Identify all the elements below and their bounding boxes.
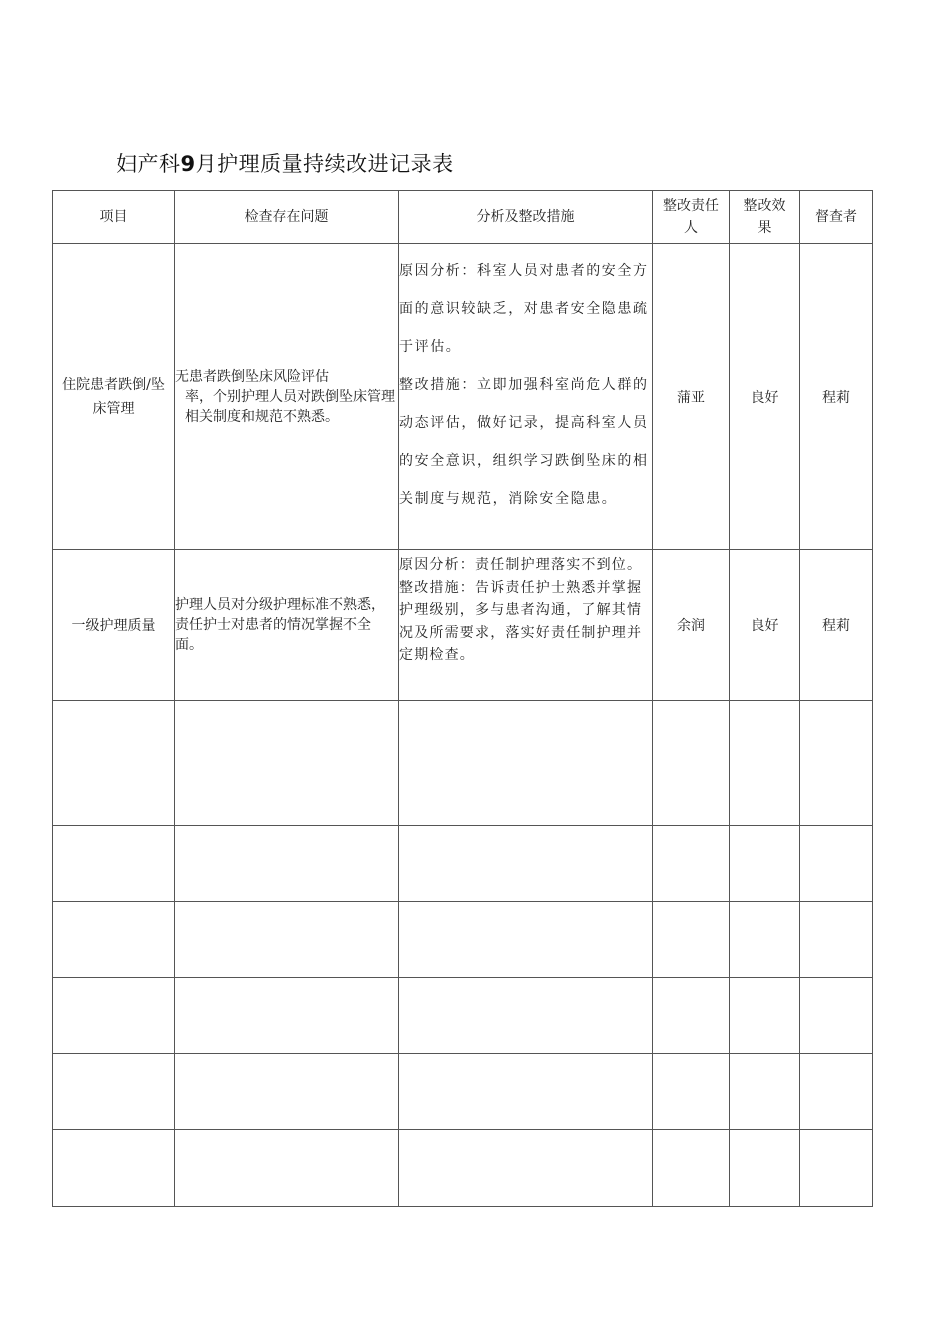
empty-cell[interactable] — [800, 1130, 873, 1207]
title-month-number: 9 — [180, 152, 196, 176]
header-owner-line1: 整改责任 — [663, 198, 719, 214]
header-item: 项目 — [53, 191, 175, 244]
cell-analysis — [399, 244, 653, 550]
empty-cell[interactable] — [653, 1054, 730, 1130]
cell-supervisor: 程莉 — [800, 550, 873, 701]
empty-cell[interactable] — [730, 701, 800, 826]
header-row — [53, 191, 873, 244]
empty-cell[interactable] — [53, 902, 175, 978]
issue-first-line: 无患者跌倒坠床风险评估 — [175, 368, 329, 385]
empty-cell[interactable] — [800, 826, 873, 902]
empty-cell[interactable] — [175, 978, 399, 1054]
issue-continued: 率，个别护理人员对跌倒坠床管理相关制度和规范不熟悉。 — [185, 388, 395, 425]
empty-row — [53, 826, 873, 902]
table-row — [53, 550, 873, 701]
cause-analysis: 原因分析：科室人员对患者的安全方面的意识较缺乏，对患者安全隐患疏于评估。 — [399, 263, 649, 355]
cause-analysis: 原因分析：责任制护理落实不到位。 — [399, 557, 643, 573]
empty-cell[interactable] — [730, 902, 800, 978]
cell-supervisor: 程莉 — [800, 244, 873, 550]
header-effect-line2: 果 — [757, 220, 772, 236]
cell-owner: 余润 — [653, 550, 730, 701]
empty-row — [53, 1054, 873, 1130]
empty-cell[interactable] — [800, 902, 873, 978]
empty-cell[interactable] — [730, 1054, 800, 1130]
empty-row — [53, 902, 873, 978]
empty-cell[interactable] — [175, 902, 399, 978]
empty-cell[interactable] — [399, 978, 653, 1054]
empty-cell[interactable] — [399, 826, 653, 902]
empty-cell[interactable] — [653, 826, 730, 902]
header-issue: 检查存在问题 — [175, 191, 399, 244]
improvement-record-table — [52, 190, 873, 1207]
page-title — [116, 148, 454, 178]
table-row — [53, 244, 873, 550]
cell-analysis — [399, 550, 653, 701]
empty-cell[interactable] — [800, 701, 873, 826]
empty-row — [53, 1130, 873, 1207]
cell-effect: 良好 — [730, 550, 800, 701]
header-supervisor: 督查者 — [800, 191, 873, 244]
empty-cell[interactable] — [730, 978, 800, 1054]
corrective-measures: 整改措施：告诉责任护士熟悉并掌握护理级别，多与患者沟通，了解其情况及所需要求，落实好责任制护理并定期检查。 — [399, 579, 643, 663]
header-analysis: 分析及整改措施 — [399, 191, 653, 244]
empty-cell[interactable] — [653, 978, 730, 1054]
empty-row — [53, 701, 873, 826]
cell-issue: 护理人员对分级护理标准不熟悉，责任护士对患者的情况掌握不全面。 — [175, 550, 399, 701]
empty-cell[interactable] — [399, 902, 653, 978]
cell-item: 住院患者跌倒/坠床管理 — [53, 244, 175, 550]
empty-cell[interactable] — [653, 1130, 730, 1207]
empty-cell[interactable] — [175, 1130, 399, 1207]
cell-item: 一级护理质量 — [53, 550, 175, 701]
cell-owner: 蒲亚 — [653, 244, 730, 550]
empty-cell[interactable] — [175, 701, 399, 826]
empty-cell[interactable] — [53, 978, 175, 1054]
header-effect-line1: 整改效 — [743, 198, 786, 214]
empty-cell[interactable] — [730, 826, 800, 902]
cell-issue — [175, 244, 399, 550]
cell-effect: 良好 — [730, 244, 800, 550]
empty-cell[interactable] — [53, 1054, 175, 1130]
empty-cell[interactable] — [653, 902, 730, 978]
empty-cell[interactable] — [175, 1054, 399, 1130]
empty-cell[interactable] — [53, 826, 175, 902]
empty-cell[interactable] — [653, 701, 730, 826]
empty-cell[interactable] — [399, 1054, 653, 1130]
empty-cell[interactable] — [399, 1130, 653, 1207]
header-effect — [730, 191, 800, 244]
empty-row — [53, 978, 873, 1054]
corrective-measures: 整改措施：立即加强科室尚危人群的动态评估，做好记录，提高科室人员的安全意识，组织学习跌倒坠床的相关制度与规范，消除安全隐患。 — [399, 377, 649, 507]
empty-cell[interactable] — [399, 701, 653, 826]
header-owner-line2: 人 — [684, 220, 698, 236]
empty-cell[interactable] — [53, 1130, 175, 1207]
header-owner — [653, 191, 730, 244]
empty-cell[interactable] — [730, 1130, 800, 1207]
empty-cell[interactable] — [800, 978, 873, 1054]
empty-cell[interactable] — [800, 1054, 873, 1130]
title-prefix: 妇产科 — [116, 152, 181, 176]
empty-cell[interactable] — [53, 701, 175, 826]
empty-cell[interactable] — [175, 826, 399, 902]
title-suffix: 月护理质量持续改进记录表 — [195, 152, 454, 176]
